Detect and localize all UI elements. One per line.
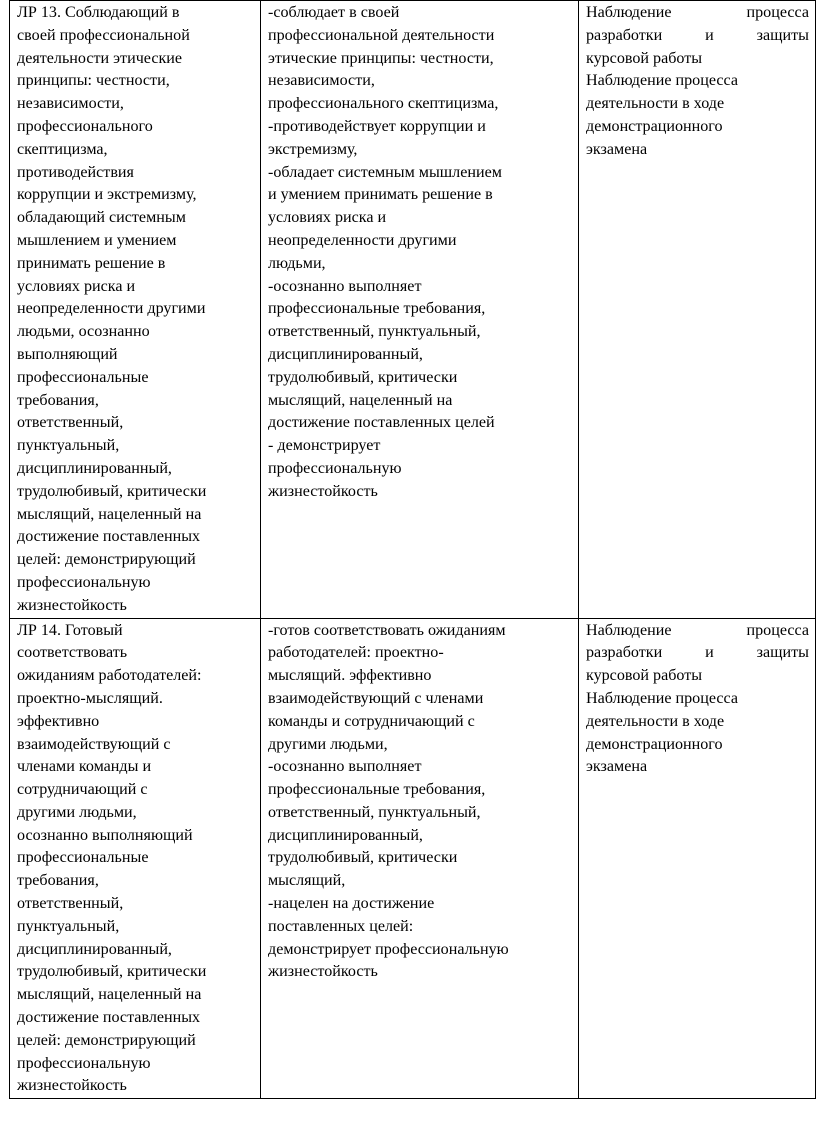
- text-line: независимости,: [17, 95, 124, 113]
- text-line: выполняющий: [17, 345, 118, 363]
- text-line: мышлением и умением: [17, 231, 177, 249]
- assessment-lines: [586, 48, 809, 162]
- text-line: экзамена: [586, 758, 648, 776]
- text-line: пунктуальный,: [17, 437, 120, 455]
- criterion-cell: [10, 618, 261, 1099]
- text-line: достижение поставленных: [17, 1009, 201, 1027]
- text-line: -обладает системным мышлением: [268, 163, 502, 181]
- results-table: [9, 0, 816, 1099]
- text-line: Наблюдение процесса: [586, 689, 739, 707]
- text-line: дисциплинированный,: [17, 459, 172, 477]
- text-line: ответственный, пунктуальный,: [268, 803, 481, 821]
- text-line: своей профессиональной: [17, 26, 190, 44]
- assessment-lines: [586, 665, 809, 779]
- text-line: скептицизма,: [17, 140, 108, 158]
- text-line: сотрудничающий с: [17, 781, 148, 799]
- text-line: пунктуальный,: [17, 917, 120, 935]
- text-line: профессиональные требования,: [268, 781, 486, 799]
- indicators-cell: [261, 618, 579, 1099]
- text-line: дисциплинированный,: [268, 345, 423, 363]
- text-line: экзамена: [586, 140, 648, 158]
- text-line: демонстрационного: [586, 735, 723, 753]
- text-line: и умением принимать решение в: [268, 186, 493, 204]
- text-line: целей: демонстрирующий: [17, 1031, 196, 1049]
- text-line: ЛР 13. Соблюдающий в: [17, 4, 180, 21]
- text-line: профессиональные: [17, 368, 149, 386]
- text-line: профессиональные требования,: [268, 300, 486, 318]
- text-line: жизнестойкость: [268, 482, 378, 500]
- text-line: демонстрационного: [586, 117, 723, 135]
- text-line: ЛР 14. Готовый: [17, 621, 123, 639]
- text-line: осознанно выполняющий: [17, 826, 193, 844]
- text-line: достижение поставленных: [17, 528, 201, 546]
- text-line: -осознанно выполняет: [268, 277, 422, 295]
- text-line: курсовой работы: [586, 49, 703, 67]
- text-line: эффективно: [17, 712, 100, 730]
- text-line: проектно-мыслящий.: [17, 689, 163, 707]
- text-line: курсовой работы: [586, 667, 703, 685]
- text-line: трудолюбивый, критически: [268, 849, 458, 867]
- text-line: профессионального: [17, 117, 153, 135]
- text-line: разработки и защиты: [586, 26, 809, 44]
- text-line: Наблюдение процесса: [586, 621, 809, 639]
- criterion-cell: [10, 1, 261, 619]
- text-line: команды и сотрудничающий с: [268, 712, 475, 730]
- text-line: достижение поставленных целей: [268, 414, 495, 432]
- text-line: обладающий системным: [17, 209, 186, 227]
- text-line: мыслящий, нацеленный на: [268, 391, 453, 409]
- text-line: демонстрирует профессиональную: [268, 940, 509, 958]
- text-line: профессионального скептицизма,: [268, 95, 499, 113]
- table-row-lr13: [10, 1, 816, 619]
- text-line: мыслящий,: [268, 872, 346, 890]
- text-line: требования,: [17, 391, 99, 409]
- text-line: неопределенности другими: [17, 300, 206, 318]
- text-line: соответствовать: [17, 644, 128, 662]
- text-line: -соблюдает в своей: [268, 4, 400, 21]
- text-line: взаимодействующий с членами: [268, 689, 484, 707]
- results-table-body: [10, 1, 816, 1099]
- text-line: мыслящий, нацеленный на: [17, 986, 202, 1004]
- indicators-cell: [261, 1, 579, 619]
- text-line: -противодействует коррупции и: [268, 117, 486, 135]
- text-line: -нацелен на достижение: [268, 895, 435, 913]
- text-line: коррупции и экстремизму,: [17, 186, 197, 204]
- text-line: -осознанно выполняет: [268, 758, 422, 776]
- text-line: трудолюбивый, критически: [17, 963, 207, 981]
- text-line: ответственный, пунктуальный,: [268, 323, 481, 341]
- text-line: ответственный,: [17, 895, 124, 913]
- text-line: жизнестойкость: [17, 596, 127, 614]
- text-line: членами команды и: [17, 758, 152, 776]
- text-line: профессиональную: [268, 459, 402, 477]
- text-line: условиях риска и: [17, 277, 136, 295]
- text-line: условиях риска и: [268, 209, 387, 227]
- text-line: ожиданиям работодателей:: [17, 667, 202, 685]
- text-line: поставленных целей:: [268, 917, 414, 935]
- text-line: деятельности в ходе: [586, 712, 725, 730]
- text-line: принимать решение в: [17, 254, 166, 272]
- assessment-justified: [586, 2, 809, 48]
- text-line: взаимодействующий с: [17, 735, 171, 753]
- text-line: деятельности в ходе: [586, 95, 725, 113]
- text-line: независимости,: [268, 72, 375, 90]
- text-line: противодействия: [17, 163, 134, 181]
- table-row-lr14: [10, 618, 816, 1099]
- text-line: мыслящий, нацеленный на: [17, 505, 202, 523]
- text-line: жизнестойкость: [268, 963, 378, 981]
- text-line: дисциплинированный,: [17, 940, 172, 958]
- text-line: профессиональную: [17, 573, 151, 591]
- text-line: этические принципы: честности,: [268, 49, 494, 67]
- text-line: жизнестойкость: [17, 1077, 127, 1095]
- text-line: - демонстрирует: [268, 437, 381, 455]
- text-line: целей: демонстрирующий: [17, 551, 196, 569]
- text-line: принципы: честности,: [17, 72, 170, 90]
- text-line: профессиональные: [17, 849, 149, 867]
- text-line: трудолюбивый, критически: [268, 368, 458, 386]
- assessment-justified: [586, 620, 809, 666]
- text-line: профессиональной деятельности: [268, 26, 495, 44]
- text-line: Наблюдение процесса: [586, 72, 739, 90]
- text-line: неопределенности другими: [268, 231, 457, 249]
- text-line: работодателей: проектно-: [268, 644, 444, 662]
- text-line: -готов соответствовать ожиданиям: [268, 621, 506, 639]
- text-line: людьми, осознанно: [17, 323, 150, 341]
- text-line: Наблюдение процесса: [586, 4, 809, 21]
- assessment-cell: [579, 618, 816, 1099]
- text-line: профессиональную: [17, 1054, 151, 1072]
- text-line: другими людьми,: [17, 803, 137, 821]
- text-line: мыслящий. эффективно: [268, 667, 432, 685]
- text-line: трудолюбивый, критически: [17, 482, 207, 500]
- text-line: деятельности этические: [17, 49, 183, 67]
- text-line: ответственный,: [17, 414, 124, 432]
- text-line: людьми,: [268, 254, 326, 272]
- text-line: дисциплинированный,: [268, 826, 423, 844]
- text-line: разработки и защиты: [586, 644, 809, 662]
- text-line: экстремизму,: [268, 140, 358, 158]
- text-line: требования,: [17, 872, 99, 890]
- text-line: другими людьми,: [268, 735, 388, 753]
- assessment-cell: [579, 1, 816, 619]
